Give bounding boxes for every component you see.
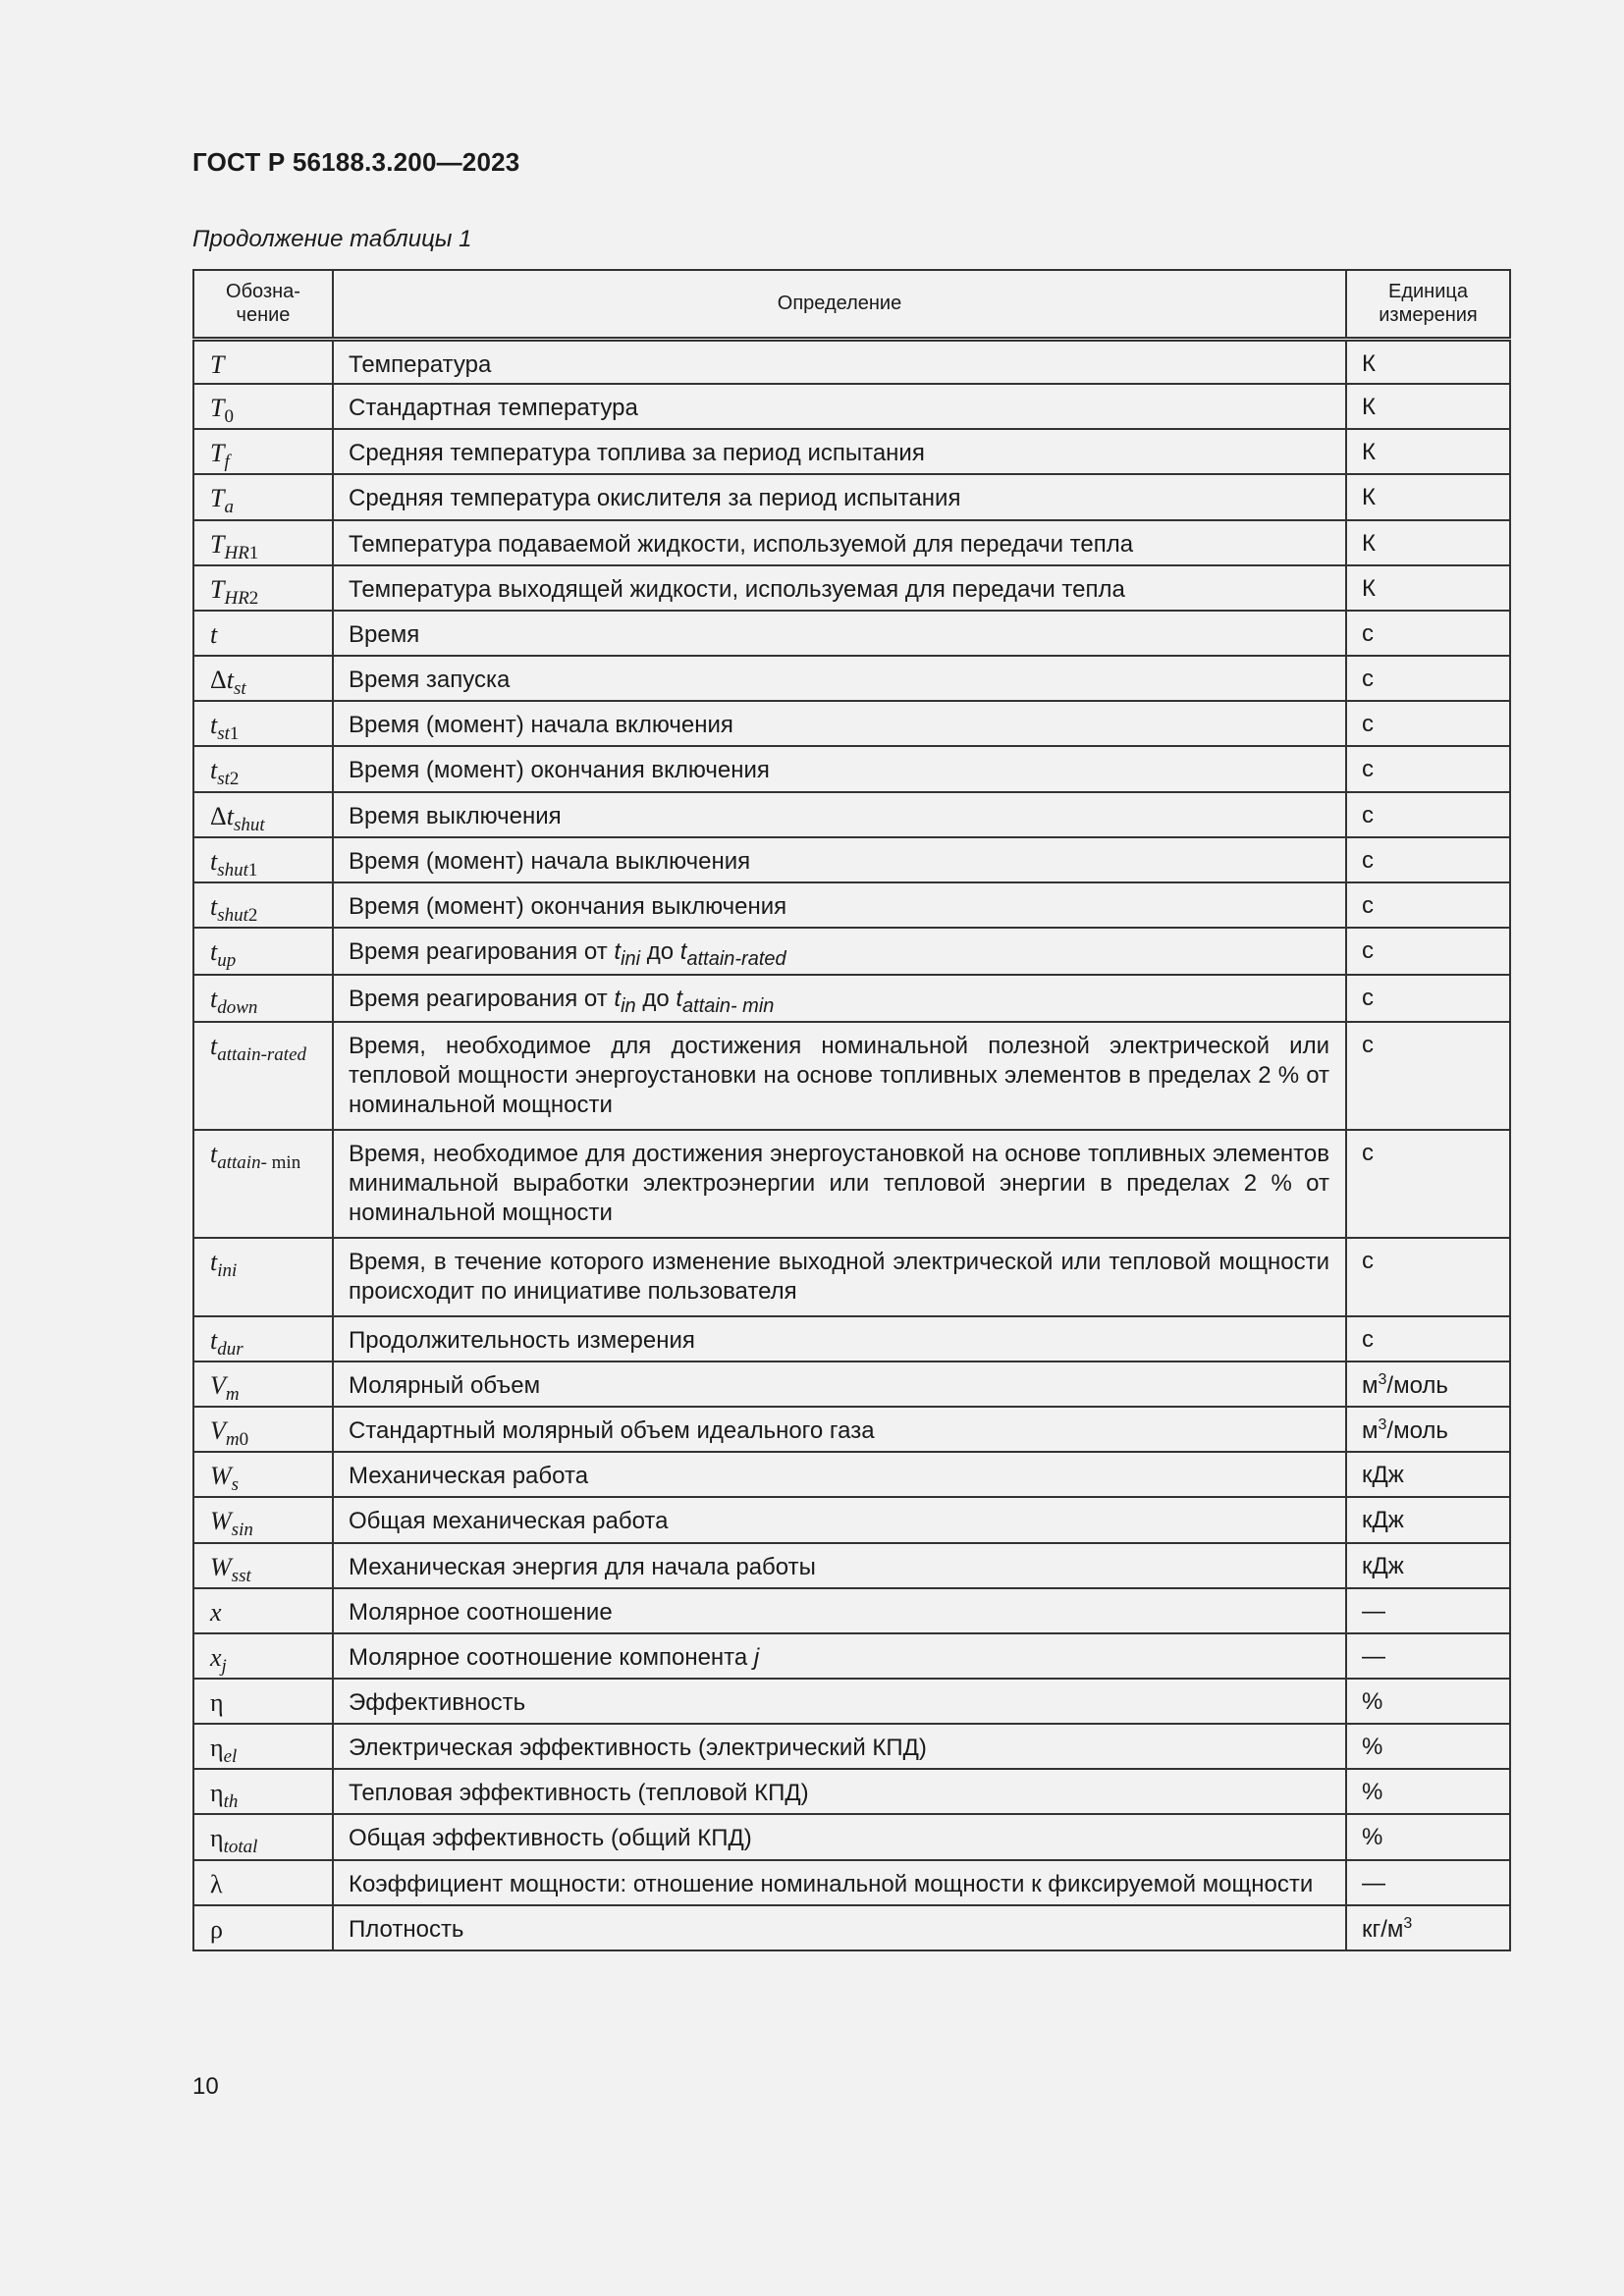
document-code: ГОСТ Р 56188.3.200—2023 [192,147,520,177]
unit-cell: — [1346,1860,1510,1905]
definition-cell: Время запуска [333,656,1346,701]
unit-cell: с [1346,882,1510,928]
table-row [193,1679,1510,1724]
symbols-table [192,269,1511,1951]
table-row [193,1860,1510,1905]
table-row [193,1769,1510,1814]
symbol-cell: $t_{ini}$ [193,1238,333,1316]
definition-cell: Продолжительность измерения [333,1316,1346,1362]
table-row [193,1238,1510,1316]
symbol-cell: t [193,611,333,656]
symbol-cell: $T_{HR1}$ [193,520,333,565]
unit-cell: $м^3$/моль [1346,1407,1510,1452]
unit-cell: кДж [1346,1543,1510,1588]
symbol-cell: $t_{st1}$ [193,701,333,746]
definition-cell: Плотность [333,1905,1346,1950]
table-row [193,656,1510,701]
table-row [193,1814,1510,1859]
unit-cell: с [1346,701,1510,746]
unit-cell: с [1346,611,1510,656]
symbol-cell: $T_{HR2}$ [193,565,333,611]
table-row [193,384,1510,429]
symbol-cell: $V_{m0}$ [193,1407,333,1452]
symbol-cell: $\eta_{el}$ [193,1724,333,1769]
table-row [193,1588,1510,1633]
table-row [193,1633,1510,1679]
symbol-cell: $t_{st2}$ [193,746,333,791]
definition-cell: Время (момент) окончания выключения [333,882,1346,928]
unit-cell: К [1346,520,1510,565]
table-row [193,1905,1510,1950]
table-row [193,611,1510,656]
table-row [193,339,1510,384]
table-row [193,1497,1510,1542]
unit-cell: К [1346,474,1510,519]
symbol-cell: $T_a$ [193,474,333,519]
definition-cell: Время (момент) окончания включения [333,746,1346,791]
definition-cell: Температура выходящей жидкости, используемая для передачи тепла [333,565,1346,611]
symbol-cell: λ [193,1860,333,1905]
table-row [193,520,1510,565]
definition-cell: Средняя температура топлива за период испытания [333,429,1346,474]
unit-cell: К [1346,339,1510,384]
unit-cell: кДж [1346,1497,1510,1542]
symbol-cell: $\Delta t_{shut}$ [193,792,333,837]
table-header-row [193,270,1510,339]
definition-cell: Тепловая эффективность (тепловой КПД) [333,1769,1346,1814]
table-row [193,975,1510,1022]
table-row [193,1452,1510,1497]
symbol-cell: $W_{sst}$ [193,1543,333,1588]
unit-cell: $м^3$/моль [1346,1362,1510,1407]
definition-cell: Стандартная температура [333,384,1346,429]
unit-cell: с [1346,656,1510,701]
table-row [193,701,1510,746]
definition-cell: Механическая энергия для начала работы [333,1543,1346,1588]
unit-cell: — [1346,1633,1510,1679]
table-row [193,1316,1510,1362]
definition-cell: Время выключения [333,792,1346,837]
unit-cell: К [1346,565,1510,611]
definition-cell: Молярный объем [333,1362,1346,1407]
symbol-cell: $t_{up}$ [193,928,333,975]
symbol-cell: $\eta_{th}$ [193,1769,333,1814]
symbol-cell: η [193,1679,333,1724]
unit-cell: с [1346,1316,1510,1362]
table-row [193,882,1510,928]
table-row [193,1130,1510,1238]
definition-cell: Эффективность [333,1679,1346,1724]
definition-cell: Время реагирования от $t_{in}$ до $t_{attain- min}$ [333,975,1346,1022]
symbol-cell: $T_f$ [193,429,333,474]
definition-cell: Температура [333,339,1346,384]
unit-cell: К [1346,384,1510,429]
definition-cell: Коэффициент мощности: отношение номинальной мощности к фиксируемой мощности [333,1860,1346,1905]
unit-cell: с [1346,975,1510,1022]
definition-cell: Время, в течение которого изменение выходной электрической или тепловой мощности происходит по инициативе пользователя [333,1238,1346,1316]
definition-cell: Время (момент) начала выключения [333,837,1346,882]
table-row [193,1407,1510,1452]
definition-cell: Время, необходимое для достижения энергоустановкой на основе топливных элементов минимальной выработки электроэнергии или тепловой энергии в пределах 2 % от номинальной мощности [333,1130,1346,1238]
table-row [193,565,1510,611]
unit-cell: с [1346,1130,1510,1238]
symbol-cell: $V_m$ [193,1362,333,1407]
table-row [193,1543,1510,1588]
unit-cell: с [1346,1238,1510,1316]
definition-cell: Молярное соотношение компонента j [333,1633,1346,1679]
symbol-cell: $t_{shut1}$ [193,837,333,882]
symbol-cell: $t_{attain- min}$ [193,1130,333,1238]
definition-cell: Температура подаваемой жидкости, используемой для передачи тепла [333,520,1346,565]
table-caption: Продолжение таблицы 1 [192,226,472,252]
unit-cell: с [1346,1022,1510,1130]
symbol-cell: x [193,1588,333,1633]
unit-cell: % [1346,1724,1510,1769]
unit-cell: % [1346,1769,1510,1814]
table-row [193,1022,1510,1130]
table-row [193,792,1510,837]
unit-cell: К [1346,429,1510,474]
page-number: 10 [192,2073,219,2100]
table-row [193,837,1510,882]
definition-cell: Общая эффективность (общий КПД) [333,1814,1346,1859]
unit-cell: с [1346,928,1510,975]
symbol-cell: $\eta_{total}$ [193,1814,333,1859]
symbol-cell: $t_{down}$ [193,975,333,1022]
unit-cell: с [1346,746,1510,791]
definition-cell: Время, необходимое для достижения номинальной полезной электрической или тепловой мощности энергоустановки на основе топливных элементов в пределах 2 % от номинальной мощности [333,1022,1346,1130]
table-row [193,928,1510,975]
definition-cell: Время (момент) начала включения [333,701,1346,746]
definition-cell: Время [333,611,1346,656]
unit-cell: с [1346,792,1510,837]
symbol-cell: ρ [193,1905,333,1950]
unit-cell: % [1346,1679,1510,1724]
table-row [193,1724,1510,1769]
table-row [193,474,1510,519]
symbol-cell: $W_s$ [193,1452,333,1497]
definition-cell: Электрическая эффективность (электрический КПД) [333,1724,1346,1769]
symbol-cell: $\Delta t_{st}$ [193,656,333,701]
symbol-cell: $W_{sin}$ [193,1497,333,1542]
unit-cell: с [1346,837,1510,882]
symbol-cell: $t_{dur}$ [193,1316,333,1362]
header-definition: Определение [333,270,1346,339]
definition-cell: Стандартный молярный объем идеального газа [333,1407,1346,1452]
symbol-cell: $t_{shut2}$ [193,882,333,928]
unit-cell: кДж [1346,1452,1510,1497]
definition-cell: Молярное соотношение [333,1588,1346,1633]
symbol-cell: $t_{attain-rated}$ [193,1022,333,1130]
symbol-cell: $x_j$ [193,1633,333,1679]
symbol-cell: T [193,339,333,384]
header-symbol: Обозна- чение [193,270,333,339]
symbol-cell: $T_0$ [193,384,333,429]
table-row [193,1362,1510,1407]
definition-cell: Общая механическая работа [333,1497,1346,1542]
definition-cell: Механическая работа [333,1452,1346,1497]
unit-cell: — [1346,1588,1510,1633]
header-unit: Единица измерения [1346,270,1510,339]
definition-cell: Средняя температура окислителя за период испытания [333,474,1346,519]
definition-cell: Время реагирования от $t_{ini}$ до $t_{attain-rated}$ [333,928,1346,975]
table-row [193,746,1510,791]
table-row [193,429,1510,474]
unit-cell: % [1346,1814,1510,1859]
unit-cell: $кг/м^3$ [1346,1905,1510,1950]
